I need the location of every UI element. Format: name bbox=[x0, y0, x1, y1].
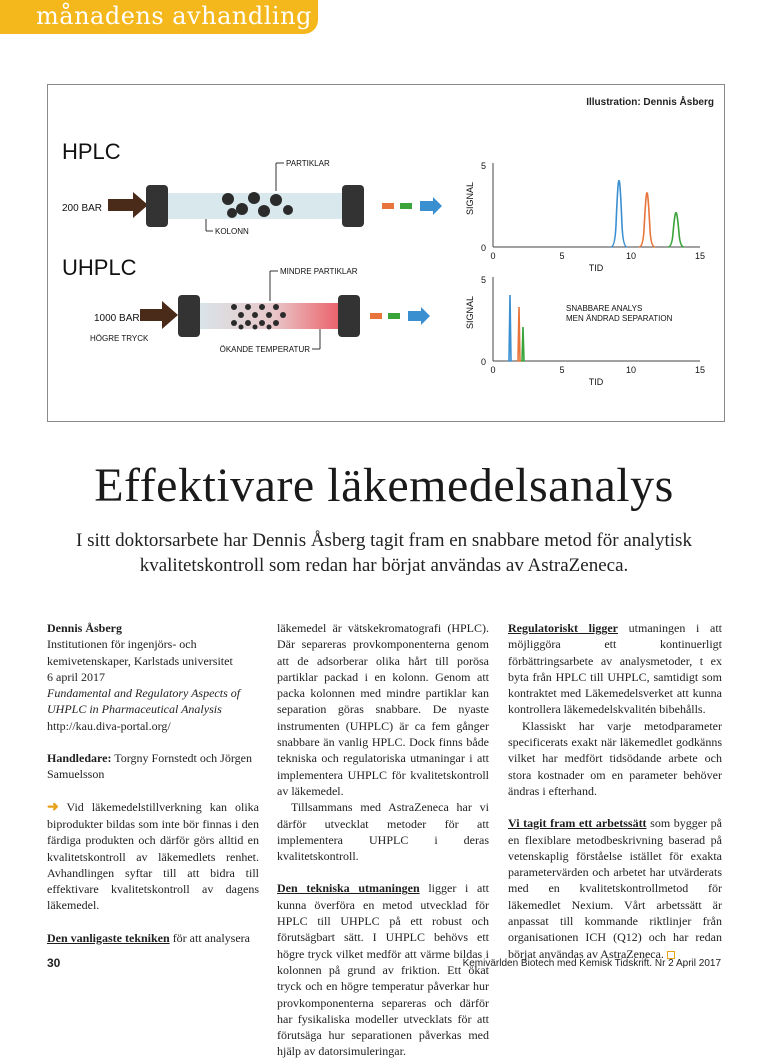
uhplc-temperature-label: ÖKANDE TEMPERATUR bbox=[219, 345, 310, 354]
thesis-title: Fundamental and Regulatory Aspects of UHPLC in Pharmaceutical Analysis bbox=[47, 686, 241, 717]
hplc-peak-green bbox=[668, 213, 684, 247]
uhplc-pressure-arrow bbox=[140, 301, 178, 329]
institution: Institutionen för ingenjörs- och kemivetenskaper, Karlstads universitet bbox=[47, 637, 233, 668]
hplc-x-tick: 15 bbox=[694, 251, 706, 261]
uhplc-annotation-line1: SNABBARE ANALYS bbox=[566, 304, 643, 313]
lead-paragraph: I sitt doktorsarbete har Dennis Åsberg tagit fram en snabbare metod för analytisk kvalitetskontroll som redan har börjat användas av AstraZeneca. bbox=[76, 530, 692, 576]
hplc-pressure-arrow bbox=[108, 192, 148, 218]
column-1 bbox=[47, 620, 259, 946]
uhplc-particles-label: MINDRE PARTIKLAR bbox=[280, 267, 358, 276]
hplc-peak-orange bbox=[639, 193, 655, 247]
hplc-band-blue bbox=[420, 197, 442, 215]
hplc-uhplc-diagram bbox=[48, 85, 726, 423]
hplc-x-tick: 10 bbox=[625, 251, 637, 261]
uhplc-y-tick: 5 bbox=[480, 275, 486, 285]
uhplc-band-blue bbox=[408, 307, 430, 325]
defense-date: 6 april 2017 bbox=[47, 669, 105, 684]
hplc-particles-label: PARTIKLAR bbox=[286, 159, 330, 168]
uhplc-pressure-note: HÖGRE TRYCK bbox=[90, 334, 149, 343]
hplc-signal-label: SIGNAL bbox=[465, 181, 475, 215]
uhplc-peak-orange bbox=[517, 307, 521, 361]
paragraph-method: Vi tagit fram ett arbetssätt som bygger på en flexiblare metodbeskrivning baserad på vetenskaplig förståelse istället för exakta parametervärden och arbetet har utvärderats med en kvalitetskontrollmetod för läkemedlet Nexium. Vårt arbetssätt är anpassat till kommande riktlinjer från organisationen ICH (Q12) och har redan börjat användas av AstraZeneca. bbox=[508, 816, 723, 961]
author: Dennis Åsberg bbox=[47, 621, 123, 635]
thesis-url[interactable]: http://kau.diva-portal.org/ bbox=[47, 718, 171, 733]
uhplc-y-tick: 0 bbox=[480, 357, 486, 367]
hplc-y-tick: 5 bbox=[480, 161, 486, 171]
hplc-pressure: 200 BAR bbox=[62, 203, 103, 214]
illustration-figure bbox=[47, 84, 725, 422]
hplc-band-green bbox=[400, 203, 412, 209]
intro-paragraph: ➜ Vid läkemedelstillverkning kan olika biprodukter bildas som inte bör finnas i den färdiga produkten och därför görs alltid en kvalitetskontroll av läkemedlets renhet. Avhandlingen syftar till att bidra till effektivare kvalitetskontroll av dagens läkemedel. bbox=[47, 799, 259, 913]
uhplc-band-green bbox=[388, 313, 400, 319]
uhplc-column-cap-right bbox=[338, 295, 360, 337]
paragraph-regulatory: Regulatoriskt ligger utmaningen i att möjliggöra ett kontinuerligt förbättringsarbete av analysmetoder, t ex byta från HPLC till UHPLC, samtidigt som kontraktet med Läkemedelsverket att kunna kontrollera läkemedelskvalitén bibehålls. bbox=[508, 621, 722, 717]
uhplc-title: UHPLC bbox=[62, 255, 137, 280]
uhplc-x-tick: 15 bbox=[694, 365, 706, 375]
hplc-chart bbox=[465, 161, 705, 273]
uhplc-signal-label: SIGNAL bbox=[465, 295, 475, 329]
hplc-peak-blue bbox=[611, 181, 627, 247]
paragraph-technique: Den vanligaste tekniken för att analysera bbox=[47, 930, 250, 945]
uhplc-x-tick: 10 bbox=[625, 365, 637, 375]
paragraph-technique-cont: läkemedel är vätskekromatografi (HPLC). Där separeras provkomponenterna genom att de adsorberar olika hårt till porösa partiklar packad i en kolonn. Genom att packa kolonnen med mindre partiklar kan separation göras snabbare. De nyaste instrumenten (UHPLC) är ca fem gånger snabbare än vanlig HPLC. Dock finns både tekniska och regulatoriska utmaningar i att implementera UHPLC för kvalitetskontroll av läkemedel. bbox=[277, 621, 489, 798]
uhplc-x-tick: 5 bbox=[559, 365, 565, 375]
hplc-x-tick: 0 bbox=[490, 251, 496, 261]
hplc-x-tick: 5 bbox=[559, 251, 565, 261]
paragraph-technical-challenge: Den tekniska utmaningen ligger i att kunna överföra en metod utvecklad för HPLC till UHPLC på ett robust och förutsägbart sätt. I UHPLC behövs ett högre tryck vilket medför att värme bildas i kolonnen på grund av friktion. Ett ökat tryck och en högre temperatur påverkar hur provkomponenterna separeras och därför har fysikaliska modeller utvecklats för att förutsäga hur separationen påverkas med hjälp av datorsimuleringar. bbox=[277, 881, 489, 1059]
publication-footer: Kemivärlden Biotech med Kemisk Tidskrift. Nr 2 April 2017 bbox=[462, 958, 721, 969]
uhplc-peak-green bbox=[521, 327, 525, 361]
arrow-icon: ➜ bbox=[47, 799, 59, 815]
hplc-band-orange bbox=[382, 203, 394, 209]
section-tab-label: månadens avhandling bbox=[36, 2, 312, 30]
column-2 bbox=[277, 620, 489, 1060]
headline: Effektivare läkemedelsanalys bbox=[94, 459, 674, 512]
section-tab bbox=[0, 0, 318, 34]
credit: Illustration: Dennis Åsberg bbox=[586, 97, 714, 108]
paragraph-astrazeneca: Tillsammans med AstraZeneca har vi därför utvecklat metoder för att implementera UHPLC i deras kvalitetskontroll. bbox=[277, 800, 489, 864]
hplc-column-cap-left bbox=[146, 185, 168, 227]
uhplc-column-cap-left bbox=[178, 295, 200, 337]
uhplc-x-tick: 0 bbox=[490, 365, 496, 375]
supervisors: Handledare: Torgny Fornstedt och Jörgen Samuelsson bbox=[47, 751, 252, 782]
column-3 bbox=[508, 620, 722, 962]
hplc-column-cap-right bbox=[342, 185, 364, 227]
hplc-column-label: KOLONN bbox=[215, 227, 249, 236]
hplc-title: HPLC bbox=[62, 139, 121, 164]
hplc-y-tick: 0 bbox=[480, 243, 486, 253]
uhplc-pressure: 1000 BAR bbox=[94, 313, 140, 324]
hplc-time-label: TID bbox=[588, 263, 604, 273]
uhplc-band-orange bbox=[370, 313, 382, 319]
uhplc-annotation-line2: MEN ÄNDRAD SEPARATION bbox=[566, 314, 673, 323]
paragraph-classic: Klassiskt har varje metodparameter specificerats exakt när läkemedlet godkänns vilket har medfört tidsödande arbete och stora kostnader om en parameter behöver ändras i efterhand. bbox=[508, 718, 722, 798]
uhplc-peak-blue bbox=[508, 295, 512, 361]
page-number: 30 bbox=[47, 956, 61, 970]
uhplc-chart bbox=[465, 275, 705, 387]
uhplc-time-label: TID bbox=[588, 377, 604, 387]
